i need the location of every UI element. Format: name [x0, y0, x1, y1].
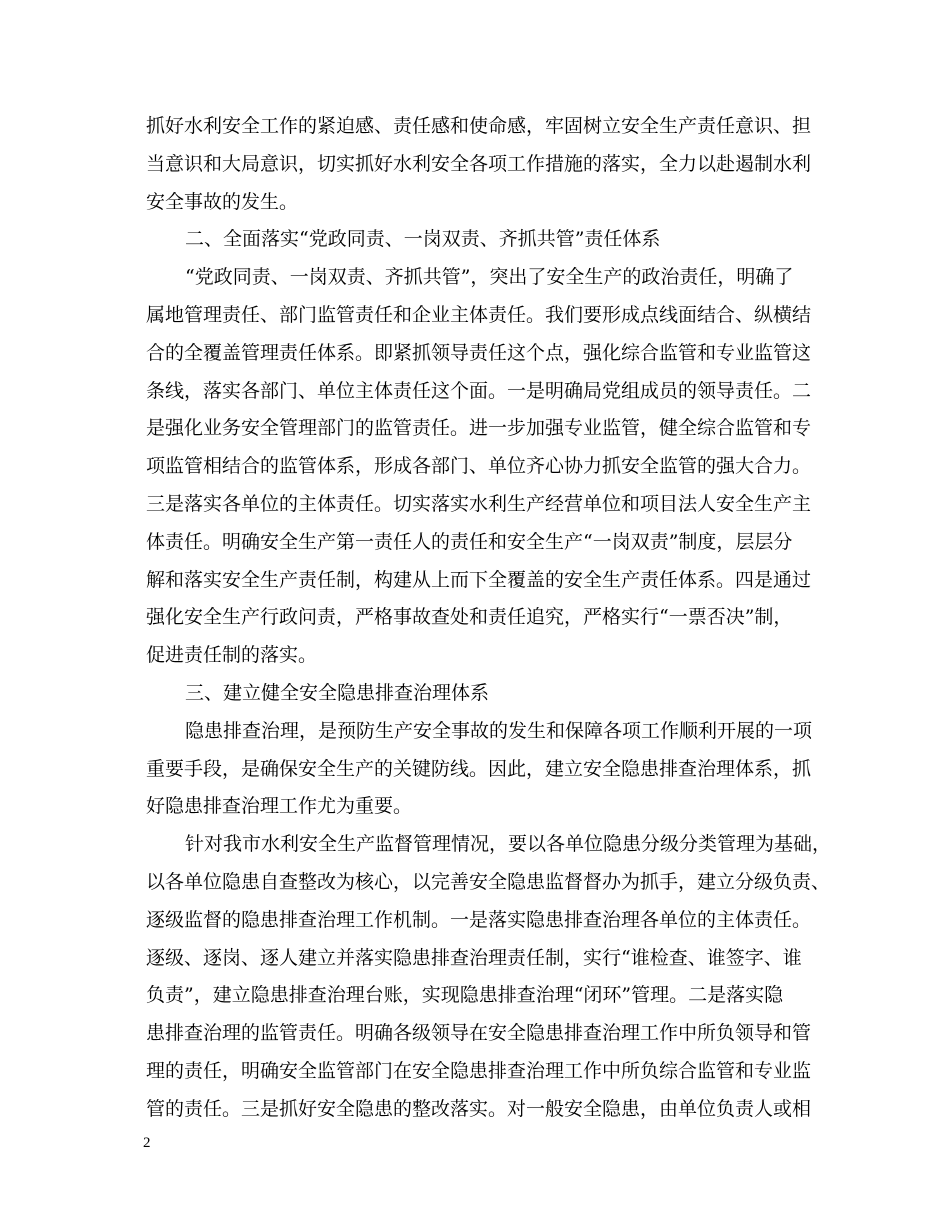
paragraph-line: 是强化业务安全管理部门的监管责任。进一步加强专业监管，健全综合监管和专	[146, 417, 812, 440]
page-number: 2	[143, 1135, 151, 1151]
paragraph-line: 安全事故的发生。	[146, 190, 299, 213]
paragraph-line: 强化安全生产行政问责，严格事故查处和责任追究，严格实行“一票否决”制，	[146, 606, 793, 629]
paragraph-line: 合的全覆盖管理责任体系。即紧抓领导责任这个点，强化综合监管和专业监管这	[146, 341, 812, 364]
paragraph-line: 体责任。明确安全生产第一责任人的责任和安全生产“一岗双责”制度，层层分	[146, 530, 793, 553]
section-heading: 三、建立健全安全隐患排查治理体系	[185, 682, 490, 704]
paragraph-line: 针对我市水利安全生产监督管理情况，要以各单位隐患分级分类管理为基础，	[185, 833, 832, 856]
paragraph-line: 隐患排查治理，是预防生产安全事故的发生和保障各项工作顺利开展的一项	[185, 719, 813, 742]
paragraph-line: 解和落实安全生产责任制，构建从上而下全覆盖的安全生产责任体系。四是通过	[146, 568, 812, 591]
paragraph-line: 当意识和大局意识，切实抓好水利安全各项工作措施的落实，全力以赴遏制水利	[146, 152, 812, 175]
paragraph-line: 重要手段，是确保安全生产的关键防线。因此，建立安全隐患排查治理体系，抓	[146, 757, 812, 780]
paragraph-line: 以各单位隐患自查整改为核心，以完善安全隐患监督督办为抓手，建立分级负责、	[146, 871, 831, 893]
section-heading: 二、全面落实“党政同责、一岗双责、齐抓共管”责任体系	[185, 228, 661, 251]
paragraph-line: 患排查治理的监管责任。明确各级领导在安全隐患排查治理工作中所负领导和管	[146, 1022, 812, 1045]
paragraph-line: 三是落实各单位的主体责任。切实落实水利生产经营单位和项目法人安全生产主	[146, 493, 812, 515]
paragraph-line: 逐级、逐岗、逐人建立并落实隐患排查治理责任制，实行“谁检查、谁签字、谁	[146, 946, 802, 969]
paragraph-line: 好隐患排查治理工作尤为重要。	[146, 795, 413, 818]
paragraph-line: 项监管相结合的监管体系，形成各部门、单位齐心协力抓安全监管的强大合力。	[146, 455, 812, 478]
paragraph-line: 逐级监督的隐患排查治理工作机制。一是落实隐患排查治理各单位的主体责任。	[146, 908, 812, 931]
paragraph-line: 理的责任，明确安全监管部门在安全隐患排查治理工作中所负综合监管和专业监	[146, 1060, 812, 1082]
paragraph-line: 抓好水利安全工作的紧迫感、责任感和使命感，牢固树立安全生产责任意识、担	[146, 115, 812, 137]
paragraph-line: 条线，落实各部门、单位主体责任这个面。一是明确局党组成员的领导责任。二	[146, 379, 812, 402]
paragraph-line: 管的责任。三是抓好安全隐患的整改落实。对一般安全隐患，由单位负责人或相	[146, 1097, 812, 1120]
paragraph-line: 负责”，建立隐患排查治理台账，实现隐患排查治理“闭环”管理。二是落实隐	[146, 984, 784, 1007]
paragraph-line: “党政同责、一岗双责、齐抓共管”，突出了安全生产的政治责任，明确了	[185, 266, 794, 289]
paragraph-line: 属地管理责任、部门监管责任和企业主体责任。我们要形成点线面结合、纵横结	[146, 304, 812, 326]
paragraph-line: 促进责任制的落实。	[146, 644, 318, 667]
